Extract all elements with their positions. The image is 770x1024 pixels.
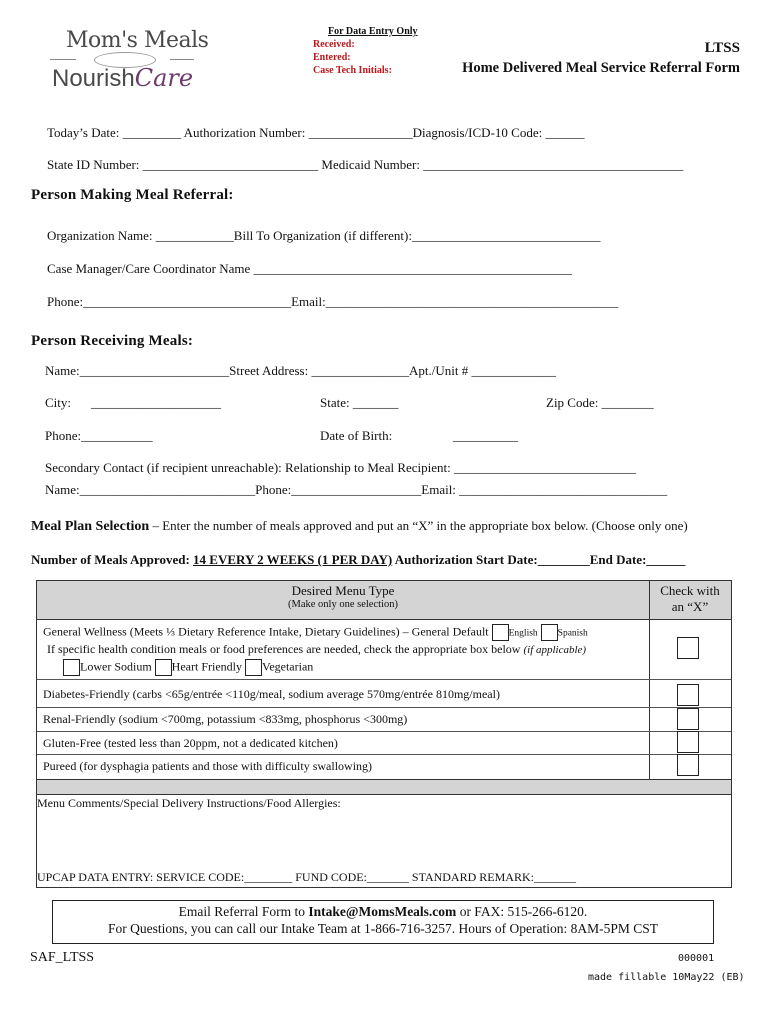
- made-fillable-note: made fillable 10May22 (EB): [588, 972, 745, 983]
- logo-nourishcare: [52, 64, 193, 93]
- intake-email-link[interactable]: Intake@MomsMeals.com: [308, 904, 457, 919]
- menu-type-subheader: (Make only one selection): [288, 599, 398, 610]
- vegetarian-checkbox[interactable]: [245, 659, 262, 676]
- meal-plan-instruction: [31, 518, 688, 535]
- row-divider: [37, 731, 731, 732]
- logo-rule-right: [170, 59, 194, 60]
- gluten-free-label: Gluten-Free (tested less than 20ppm, not a dedicated kitchen): [43, 736, 338, 750]
- referral-heading: Person Making Meal Referral:: [31, 187, 234, 203]
- contact-info-box: [52, 900, 714, 944]
- questions-line: For Questions, you can call our Intake Team at 1-866-716-3257. Hours of Operation: 8AM-5PM CST: [108, 921, 658, 936]
- logo-care-text: Care: [134, 64, 194, 92]
- recipient-name-address-row[interactable]: Name:_______________________Street Address: _______________Apt./Unit # _____________: [45, 363, 556, 378]
- data-entry-title: For Data Entry Only: [328, 26, 418, 37]
- row-divider: [37, 754, 731, 755]
- referral-phone-email-row[interactable]: Phone:________________________________Email:_____________________________________________: [47, 294, 619, 309]
- general-wellness-checkbox[interactable]: [677, 637, 699, 659]
- dob-field[interactable]: __________: [453, 428, 518, 443]
- menu-comments-field[interactable]: [37, 813, 731, 865]
- secondary-name-row[interactable]: Name:___________________________Phone:____________________Email: ________________________________: [45, 482, 668, 497]
- pureed-checkbox[interactable]: [677, 754, 699, 776]
- form-title: Home Delivered Meal Service Referral Form: [462, 60, 740, 76]
- meal-plan-heading: Meal Plan Selection: [31, 519, 150, 534]
- if-applicable-text: (if applicable): [523, 644, 587, 656]
- case-tech-label: Case Tech Initials:: [313, 65, 392, 76]
- meals-approved-label: Number of Meals Approved:: [31, 552, 194, 567]
- check-header-line1: Check with: [660, 583, 720, 598]
- vegetarian-label: Vegetarian: [261, 659, 314, 674]
- heart-friendly-label: Heart Friendly: [171, 659, 242, 674]
- dob-label: Date of Birth:: [320, 428, 393, 443]
- lower-sodium-label: Lower Sodium: [80, 659, 152, 674]
- meal-plan-text: – Enter the number of meals approved and put an “X” in the appropriate box below. (Choose only one): [149, 518, 688, 533]
- logo: [50, 26, 209, 94]
- menu-type-header: Desired Menu Type: [291, 583, 395, 598]
- date-auth-diagnosis-row[interactable]: Today’s Date: _________ Authorization Number: ________________Diagnosis/ICD-10 Code: ______: [47, 125, 585, 140]
- organization-row[interactable]: Organization Name: ____________Bill To Organization (if different):_____________________________: [47, 228, 601, 243]
- table-divider-bar: [37, 779, 731, 795]
- recipient-heading: Person Receiving Meals:: [31, 333, 194, 349]
- upcap-data-entry-row[interactable]: UPCAP DATA ENTRY: SERVICE CODE:________ FUND CODE:_______ STANDARD REMARK:_______: [37, 870, 576, 884]
- renal-checkbox[interactable]: [677, 708, 699, 730]
- menu-type-table: [36, 580, 732, 888]
- form-code: 000001: [678, 953, 715, 964]
- general-wellness-row: [43, 624, 588, 641]
- row-divider: [37, 707, 731, 708]
- data-entry-fields: [313, 38, 392, 77]
- meals-approved-value[interactable]: 14 EVERY 2 WEEKS (1 PER DAY): [193, 552, 393, 567]
- specific-condition-note: [47, 642, 586, 657]
- diabetes-label: Diabetes-Friendly (carbs <65g/entrée <110g/meal, sodium average 570mg/entrée 810mg/meal): [43, 687, 500, 701]
- case-manager-row[interactable]: Case Manager/Care Coordinator Name _________________________________________________: [47, 261, 572, 276]
- heart-friendly-checkbox[interactable]: [155, 659, 172, 676]
- table-header: [37, 581, 731, 620]
- renal-label: Renal-Friendly (sodium <700mg, potassium <833mg, phosphorus <300mg): [43, 712, 408, 726]
- spanish-label: Spanish: [557, 628, 588, 639]
- received-label: Received:: [313, 39, 355, 50]
- recipient-phone-field[interactable]: Phone:___________: [45, 428, 153, 443]
- specific-condition-text: If specific health condition meals or food preferences are needed, check the appropriate box below: [47, 642, 524, 656]
- menu-comments-label: Menu Comments/Special Delivery Instructions/Food Allergies:: [37, 796, 341, 810]
- logo-rule-left: [50, 59, 76, 60]
- state-medicaid-row[interactable]: State ID Number: ___________________________ Medicaid Number: ________________________________________: [47, 157, 684, 172]
- table-column-divider: [649, 581, 650, 781]
- english-checkbox[interactable]: [492, 624, 509, 641]
- entered-label: Entered:: [313, 52, 351, 63]
- secondary-contact-row[interactable]: Secondary Contact (if recipient unreachable): Relationship to Meal Recipient: ____________________________: [45, 460, 636, 475]
- city-field[interactable]: ____________________: [91, 395, 221, 410]
- fax-number: or FAX: 515-266-6120.: [456, 904, 588, 919]
- ltss-label: LTSS: [704, 40, 740, 56]
- logo-moms-meals: Mom's Meals: [66, 28, 209, 53]
- zip-field[interactable]: Zip Code: ________: [546, 395, 654, 410]
- english-label: English: [508, 628, 538, 639]
- pureed-label: Pureed (for dysphagia patients and those with difficulty swallowing): [43, 759, 373, 773]
- email-prefix: Email Referral Form to: [178, 904, 309, 919]
- meals-approved-row: [31, 552, 685, 568]
- row-divider: [37, 679, 731, 680]
- city-label: City:: [45, 395, 72, 410]
- lower-sodium-checkbox[interactable]: [63, 659, 80, 676]
- email-fax-line: [53, 904, 713, 920]
- gluten-free-checkbox[interactable]: [677, 731, 699, 753]
- spanish-checkbox[interactable]: [541, 624, 558, 641]
- logo-nourish-text: Nourish: [52, 65, 135, 92]
- state-field[interactable]: State: _______: [320, 395, 399, 410]
- check-header-line2: an “X”: [671, 599, 709, 614]
- preference-options: [63, 659, 313, 676]
- diabetes-checkbox[interactable]: [677, 684, 699, 706]
- authorization-dates[interactable]: Authorization Start Date:________End Date:______: [392, 552, 686, 567]
- general-wellness-label: General Wellness (Meets ⅓ Dietary Reference Intake, Dietary Guidelines) – General Default: [43, 624, 489, 639]
- form-id: SAF_LTSS: [30, 950, 95, 965]
